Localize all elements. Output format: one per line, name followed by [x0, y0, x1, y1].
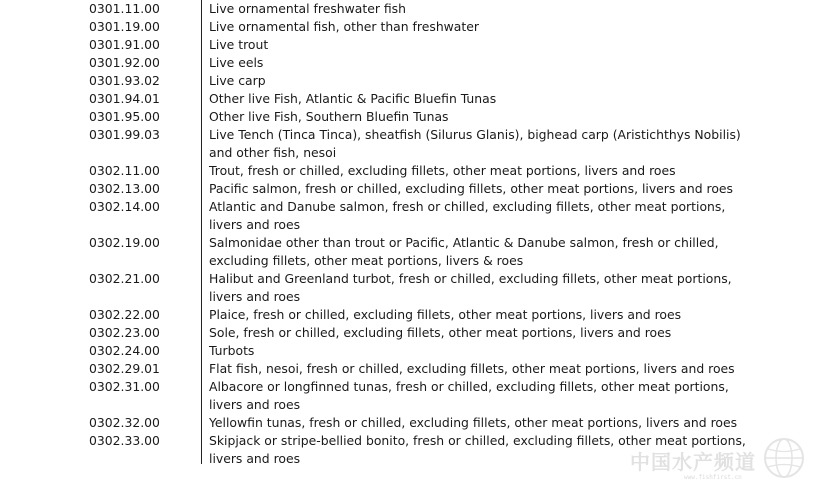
table-row — [0, 36, 816, 54]
description-line: Live Tench (Tinca Tinca), sheatfish (Silurus Glanis), bighead carp (Aristichthys Nobilis) — [209, 127, 741, 142]
hts-code: 0301.93.02 — [89, 73, 160, 88]
product-description — [209, 306, 769, 324]
product-description — [209, 126, 769, 162]
hts-code: 0302.13.00 — [89, 181, 160, 196]
description-line: Trout, fresh or chilled, excluding fillets, other meat portions, livers and roes — [209, 163, 676, 178]
description-line: Sole, fresh or chilled, excluding fillets, other meat portions, livers and roes — [209, 325, 672, 340]
product-description — [209, 378, 769, 414]
hts-code: 0302.24.00 — [89, 343, 160, 358]
description-line: livers and roes — [209, 397, 301, 412]
table-row — [0, 72, 816, 90]
product-description — [209, 0, 769, 18]
hts-code: 0301.95.00 — [89, 109, 160, 124]
table-row — [0, 90, 816, 108]
hts-code: 0302.31.00 — [89, 379, 160, 394]
product-description — [209, 414, 769, 432]
product-description — [209, 162, 769, 180]
description-line: Salmonidae other than trout or Pacific, Atlantic & Danube salmon, fresh or chilled, — [209, 235, 719, 250]
table-row — [0, 126, 816, 162]
description-line: Pacific salmon, fresh or chilled, excluding fillets, other meat portions, livers and roes — [209, 181, 734, 196]
description-line: Turbots — [209, 343, 255, 358]
hts-code: 0302.29.01 — [89, 361, 160, 376]
description-line: livers and roes — [209, 289, 301, 304]
description-line: Live trout — [209, 37, 269, 52]
product-description — [209, 90, 769, 108]
hts-code: 0302.14.00 — [89, 199, 160, 214]
column-divider — [201, 0, 202, 464]
product-description — [209, 108, 769, 126]
product-description — [209, 198, 769, 234]
product-description — [209, 234, 769, 270]
hts-code: 0301.11.00 — [89, 1, 160, 16]
table-row — [0, 306, 816, 324]
hts-code: 0302.21.00 — [89, 271, 160, 286]
description-line: Albacore or longfinned tunas, fresh or chilled, excluding fillets, other meat portions, — [209, 379, 729, 394]
description-line: Other live Fish, Atlantic & Pacific Bluefin Tunas — [209, 91, 497, 106]
table-row — [0, 270, 816, 306]
table-row — [0, 0, 816, 18]
table-row — [0, 54, 816, 72]
hts-code: 0301.99.03 — [89, 127, 160, 142]
description-line: Live eels — [209, 55, 264, 70]
table-row — [0, 378, 816, 414]
description-line: excluding fillets, other meat portions, livers & roes — [209, 253, 524, 268]
product-description — [209, 36, 769, 54]
table-row — [0, 414, 816, 432]
hts-code: 0301.19.00 — [89, 19, 160, 34]
hts-code: 0302.33.00 — [89, 433, 160, 448]
description-line: Live ornamental freshwater fish — [209, 1, 406, 16]
hts-code: 0301.91.00 — [89, 37, 160, 52]
watermark-title: 中国水产频道 — [630, 450, 756, 474]
product-description — [209, 72, 769, 90]
description-line: Skipjack or stripe-bellied bonito, fresh or chilled, excluding fillets, other meat portions, — [209, 433, 746, 448]
description-line: livers and roes — [209, 451, 301, 466]
hts-code: 0302.22.00 — [89, 307, 160, 322]
hts-code: 0302.19.00 — [89, 235, 160, 250]
product-description — [209, 342, 769, 360]
table-row — [0, 18, 816, 36]
table-row — [0, 108, 816, 126]
hts-code: 0301.92.00 — [89, 55, 160, 70]
table-row — [0, 234, 816, 270]
table-row — [0, 360, 816, 378]
hts-code: 0302.11.00 — [89, 163, 160, 178]
description-line: Other live Fish, Southern Bluefin Tunas — [209, 109, 449, 124]
description-line: Live ornamental fish, other than freshwater — [209, 19, 479, 34]
hts-code: 0302.23.00 — [89, 325, 160, 340]
product-description — [209, 324, 769, 342]
table-row — [0, 162, 816, 180]
watermark-url: www.fishfirst.cn — [684, 474, 742, 481]
watermark — [630, 436, 810, 490]
product-description — [209, 18, 769, 36]
description-line: Flat fish, nesoi, fresh or chilled, excluding fillets, other meat portions, livers and roes — [209, 361, 735, 376]
description-line: Yellowfin tunas, fresh or chilled, excluding fillets, other meat portions, livers and roes — [209, 415, 738, 430]
description-line: Live carp — [209, 73, 266, 88]
table-row — [0, 198, 816, 234]
product-description — [209, 180, 769, 198]
globe-icon — [762, 436, 806, 480]
product-description — [209, 360, 769, 378]
description-line: Atlantic and Danube salmon, fresh or chilled, excluding fillets, other meat portions, — [209, 199, 726, 214]
hts-code: 0301.94.01 — [89, 91, 160, 106]
table-row — [0, 180, 816, 198]
table-row — [0, 342, 816, 360]
description-line: and other fish, nesoi — [209, 145, 337, 160]
product-description — [209, 270, 769, 306]
description-line: Halibut and Greenland turbot, fresh or chilled, excluding fillets, other meat portions, — [209, 271, 732, 286]
description-line: Plaice, fresh or chilled, excluding fillets, other meat portions, livers and roes — [209, 307, 682, 322]
product-description — [209, 54, 769, 72]
hts-code: 0302.32.00 — [89, 415, 160, 430]
description-line: livers and roes — [209, 217, 301, 232]
table-row — [0, 324, 816, 342]
